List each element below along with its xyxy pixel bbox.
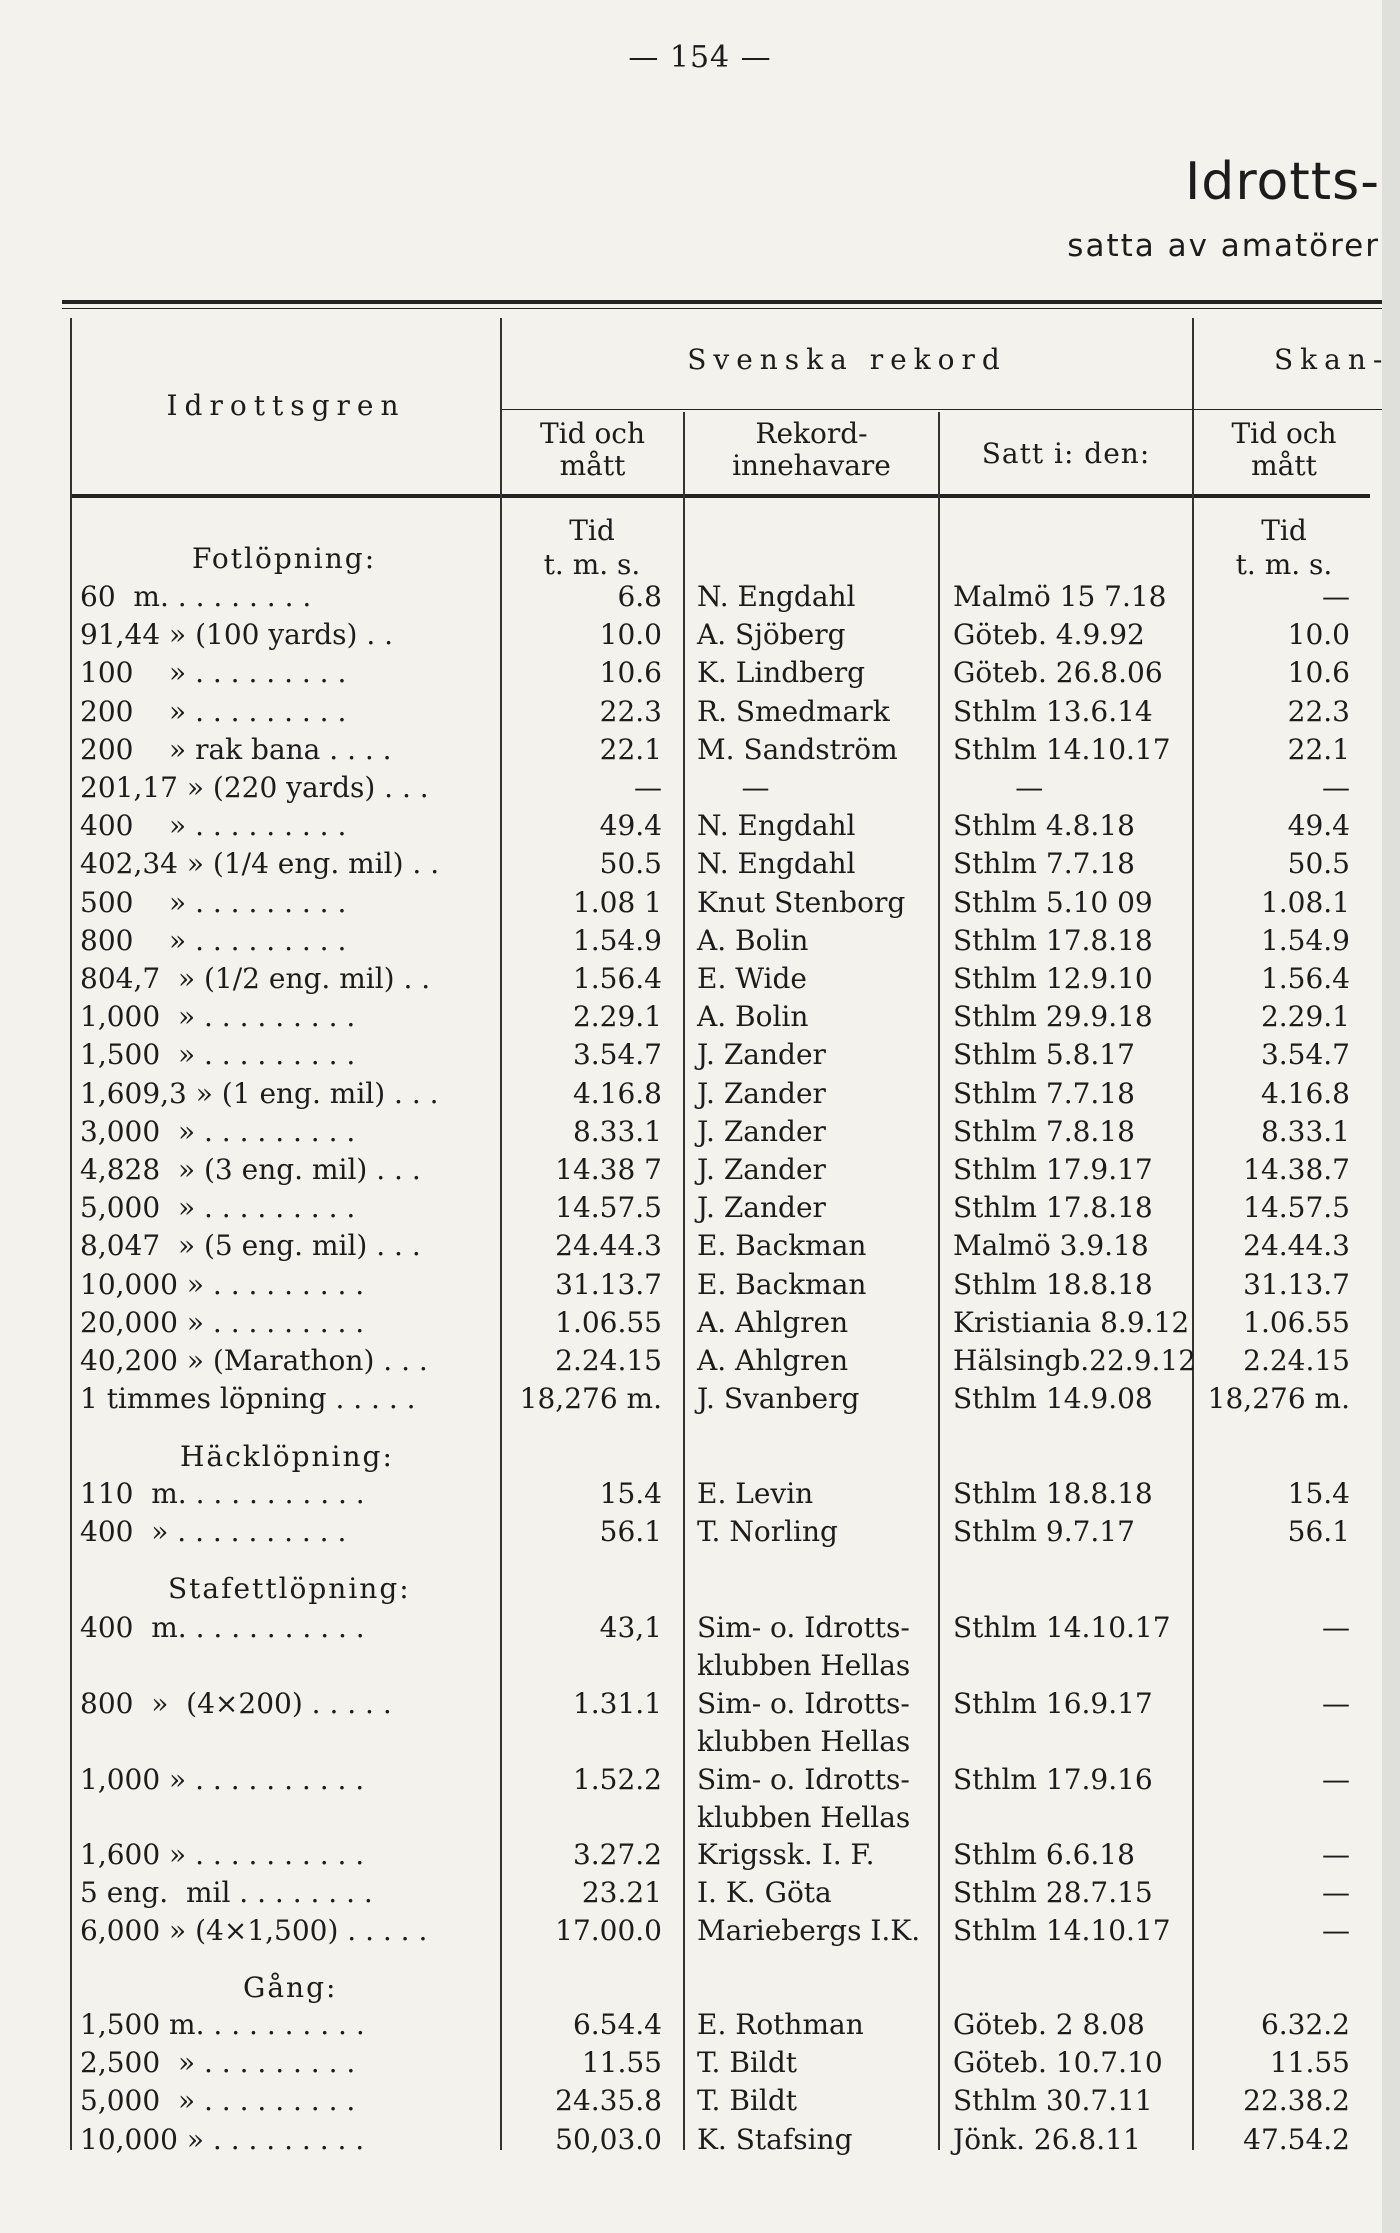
time-cell: 50.5: [599, 847, 662, 881]
scandinavian-cell: 56.1: [1287, 1515, 1350, 1549]
place-date-cell: Sthlm 29.9.18: [953, 1000, 1153, 1034]
time-cell: 2.29.1: [572, 1000, 662, 1034]
event-cell: 1,000 » . . . . . . . . .: [80, 1000, 356, 1034]
table-row: [0, 884, 1382, 922]
holder-cell: A. Ahlgren: [697, 1305, 849, 1339]
table-row: [0, 1151, 1382, 1189]
scandinavian-cell: 22.38.2: [1243, 2084, 1350, 2118]
scandinavian-cell: —: [1322, 1763, 1350, 1796]
header-holder: Rekord- innehavare: [732, 417, 891, 482]
place-date-cell: Sthlm 17.8.18: [953, 923, 1153, 957]
event-cell: 1,000 » . . . . . . . . . .: [80, 1763, 365, 1796]
page-subtitle: satta av amatörer: [1067, 228, 1380, 264]
place-date-cell: Sthlm 9.7.17: [953, 1515, 1135, 1549]
time-cell: 24.44.3: [555, 1229, 662, 1263]
table-row: [0, 1342, 1382, 1380]
table-row: [0, 578, 1382, 616]
scandinavian-cell: 24.44.3: [1243, 1229, 1350, 1263]
time-cell: 8.33.1: [572, 1114, 662, 1148]
holder-cell: K. Lindberg: [697, 656, 866, 690]
holder-cell: J. Zander: [697, 1038, 826, 1072]
place-date-cell: Malmö 15 7.18: [953, 580, 1167, 613]
scandinavian-cell: 11.55: [1269, 2046, 1350, 2080]
place-date-cell: Hälsingb.22.9.12: [953, 1344, 1197, 1377]
place-date-cell: Malmö 3.9.18: [953, 1229, 1149, 1263]
event-cell: 20,000 » . . . . . . . . .: [80, 1305, 365, 1339]
place-date-cell: Sthlm 17.8.18: [953, 1191, 1153, 1225]
event-cell: 4,828 » (3 eng. mil) . . .: [80, 1153, 421, 1186]
holder-cell: J. Svanberg: [697, 1382, 860, 1416]
place-date-cell: Sthlm 6.6.18: [953, 1838, 1135, 1871]
table-row: [0, 1075, 1382, 1113]
holder-cell-line2: klubben Hellas: [697, 1801, 911, 1834]
scandinavian-cell: 4.16.8: [1260, 1076, 1350, 1110]
table-row: [0, 1685, 1382, 1723]
place-date-cell: Sthlm 17.9.17: [953, 1153, 1153, 1186]
header-bottom-rule: [72, 494, 1370, 498]
place-date-cell: Sthlm 18.8.18: [953, 1477, 1153, 1510]
event-cell: 400 » . . . . . . . . .: [80, 809, 347, 843]
time-cell: 2.24.15: [555, 1344, 662, 1377]
place-date-cell: Göteb. 26.8.06: [953, 656, 1163, 690]
section-relay: Stafettlöpning:: [168, 1572, 411, 1605]
table-row: [0, 1113, 1382, 1151]
table-row: [0, 1912, 1382, 1950]
table-row: [0, 1874, 1382, 1912]
time-cell: 3.27.2: [572, 1838, 662, 1871]
holder-cell: Krigssk. I. F.: [697, 1838, 875, 1871]
holder-cell: R. Smedmark: [697, 694, 890, 728]
time-cell: 4.16.8: [572, 1076, 662, 1110]
time-cell: 1.56.4: [572, 962, 662, 995]
time-cell: 3.54.7: [572, 1038, 662, 1072]
header-scan-time: Tid och mått: [1231, 417, 1337, 482]
place-date-cell: Sthlm 4.8.18: [953, 809, 1135, 843]
event-cell: 200 » rak bana . . . .: [80, 732, 392, 766]
event-cell: 400 m. . . . . . . . . . .: [80, 1611, 365, 1644]
event-cell: 1,600 » . . . . . . . . . .: [80, 1838, 365, 1871]
place-date-cell: Sthlm 5.10 09: [953, 885, 1153, 919]
scandinavian-cell: 1.56.4: [1260, 962, 1350, 995]
event-cell: 1,609,3 » (1 eng. mil) . . .: [80, 1076, 439, 1110]
time-cell: 1.06.55: [555, 1305, 662, 1339]
holder-cell-line2: klubben Hellas: [697, 1725, 911, 1758]
holder-cell: T. Norling: [697, 1515, 838, 1549]
unit-label-scan: Tid t. m. s.: [1235, 514, 1333, 581]
table-row: [0, 2006, 1382, 2044]
holder-cell: I. K. Göta: [697, 1876, 832, 1910]
time-cell: 22.1: [599, 732, 662, 766]
holder-cell: Knut Stenborg: [697, 885, 906, 919]
table-row: [0, 1189, 1382, 1227]
place-date-cell: Sthlm 14.10.17: [953, 732, 1171, 766]
table-row: [0, 654, 1382, 692]
place-date-cell: Göteb. 10.7.10: [953, 2046, 1163, 2080]
event-cell: 8,047 » (5 eng. mil) . . .: [80, 1229, 421, 1263]
section-hurdles: Häcklöpning:: [180, 1440, 394, 1473]
scandinavian-cell: 10.6: [1287, 656, 1350, 690]
holder-cell: Sim- o. Idrotts-: [697, 1611, 910, 1644]
table-row: [0, 1036, 1382, 1074]
time-cell: 17.00.0: [555, 1914, 662, 1948]
scandinavian-cell: 49.4: [1287, 809, 1350, 843]
scandinavian-cell: 50.5: [1287, 847, 1350, 881]
table-row: [0, 998, 1382, 1036]
place-date-cell: Sthlm 28.7.15: [953, 1876, 1153, 1910]
event-cell: 10,000 » . . . . . . . . .: [80, 1267, 365, 1301]
place-date-cell: —: [953, 771, 1044, 804]
scandinavian-cell: 1.06.55: [1243, 1305, 1350, 1339]
scandinavian-cell: 14.57.5: [1243, 1191, 1350, 1225]
scandinavian-cell: 47.54.2: [1243, 2122, 1350, 2156]
section-running: Fotlöpning:: [192, 542, 377, 575]
time-cell: 43,1: [599, 1611, 662, 1644]
time-cell: 14.57.5: [555, 1191, 662, 1225]
event-cell: 60 m. . . . . . . . .: [80, 580, 312, 613]
holder-cell: E. Wide: [697, 962, 807, 995]
table-row: [0, 1475, 1382, 1513]
header-swedish-records: Svenska rekord: [687, 343, 1007, 376]
place-date-cell: Sthlm 12.9.10: [953, 962, 1153, 995]
table-row: [0, 2121, 1382, 2159]
table-row: [0, 1380, 1382, 1418]
place-date-cell: Göteb. 4.9.92: [953, 618, 1145, 652]
place-date-cell: Jönk. 26.8.11: [953, 2122, 1141, 2156]
holder-cell: N. Engdahl: [697, 809, 856, 843]
scandinavian-cell: 22.3: [1287, 694, 1350, 728]
holder-cell: E. Levin: [697, 1477, 814, 1510]
place-date-cell: Sthlm 17.9.16: [953, 1763, 1153, 1796]
holder-cell: M. Sandström: [697, 732, 898, 766]
time-cell: —: [634, 771, 662, 804]
scandinavian-cell: 10.0: [1287, 618, 1350, 652]
scandinavian-cell: 14.38.7: [1243, 1153, 1350, 1186]
time-cell: 1.31.1: [572, 1687, 662, 1720]
event-cell: 5 eng. mil . . . . . . . .: [80, 1876, 373, 1910]
place-date-cell: Sthlm 7.8.18: [953, 1114, 1135, 1148]
place-date-cell: Kristiania 8.9.12: [953, 1305, 1190, 1339]
scandinavian-cell: 2.24.15: [1243, 1344, 1350, 1377]
time-cell: 1.54.9: [572, 923, 662, 957]
time-cell: 23.21: [581, 1876, 662, 1910]
page-number: — 154 —: [628, 40, 772, 75]
time-cell: 10.6: [599, 656, 662, 690]
header-scandinavian: Skan-: [1274, 343, 1390, 376]
time-cell: 31.13.7: [555, 1267, 662, 1301]
scandinavian-cell: 31.13.7: [1243, 1267, 1350, 1301]
page-edge: [1382, 0, 1400, 2233]
holder-cell: T. Bildt: [697, 2046, 798, 2080]
place-date-cell: Sthlm 14.9.08: [953, 1382, 1153, 1416]
table-row: [0, 922, 1382, 960]
place-date-cell: Sthlm 18.8.18: [953, 1267, 1153, 1301]
holder-cell: J. Zander: [697, 1153, 826, 1186]
table-top-rule: [62, 300, 1382, 304]
event-cell: 201,17 » (220 yards) . . .: [80, 771, 429, 804]
holder-cell: N. Engdahl: [697, 847, 856, 881]
holder-cell: J. Zander: [697, 1191, 826, 1225]
time-cell: 1.52.2: [572, 1763, 662, 1796]
scandinavian-cell: 1.08.1: [1260, 885, 1350, 919]
table-row: [0, 616, 1382, 654]
holder-cell: J. Zander: [697, 1114, 826, 1148]
time-cell: 22.3: [599, 694, 662, 728]
event-cell: 402,34 » (1/4 eng. mil) . .: [80, 847, 440, 881]
event-cell: 500 » . . . . . . . . .: [80, 885, 347, 919]
scandinavian-cell: 8.33.1: [1260, 1114, 1350, 1148]
holder-cell: J. Zander: [697, 1076, 826, 1110]
scandinavian-cell: 3.54.7: [1260, 1038, 1350, 1072]
event-cell: 110 m. . . . . . . . . . .: [80, 1477, 365, 1510]
time-cell: 49.4: [599, 809, 662, 843]
event-cell: 91,44 » (100 yards) . .: [80, 618, 394, 652]
event-cell: 1 timmes löpning . . . . .: [80, 1382, 416, 1416]
scandinavian-cell: —: [1322, 1687, 1350, 1720]
holder-cell: E. Rothman: [697, 2008, 864, 2041]
event-cell: 1,500 m. . . . . . . . . .: [80, 2008, 365, 2041]
holder-cell: E. Backman: [697, 1267, 867, 1301]
event-cell: 2,500 » . . . . . . . . .: [80, 2046, 356, 2080]
scandinavian-cell: —: [1322, 1876, 1350, 1910]
event-cell: 6,000 » (4×1,500) . . . . .: [80, 1914, 428, 1948]
time-cell: 6.54.4: [572, 2008, 662, 2041]
event-cell: 800 » . . . . . . . . .: [80, 923, 347, 957]
holder-cell: Sim- o. Idrotts-: [697, 1763, 910, 1796]
holder-cell: N. Engdahl: [697, 580, 856, 613]
event-cell: 100 » . . . . . . . . .: [80, 656, 347, 690]
place-date-cell: Sthlm 5.8.17: [953, 1038, 1135, 1072]
event-cell: 3,000 » . . . . . . . . .: [80, 1114, 356, 1148]
table-row: [0, 1304, 1382, 1342]
holder-cell: A. Ahlgren: [697, 1344, 849, 1377]
place-date-cell: Sthlm 16.9.17: [953, 1687, 1153, 1720]
scandinavian-cell: —: [1322, 771, 1350, 804]
event-cell: 10,000 » . . . . . . . . .: [80, 2122, 365, 2156]
event-cell: 804,7 » (1/2 eng. mil) . .: [80, 962, 431, 995]
scandinavian-cell: —: [1322, 1914, 1350, 1948]
event-cell: 5,000 » . . . . . . . . .: [80, 2084, 356, 2118]
table-row: [0, 1609, 1382, 1647]
table-row: [0, 2082, 1382, 2120]
scandinavian-cell: —: [1322, 1611, 1350, 1644]
table-row: [0, 1227, 1382, 1265]
time-cell: 56.1: [599, 1515, 662, 1549]
time-cell: 15.4: [599, 1477, 662, 1510]
holder-cell: Mariebergs I.K.: [697, 1914, 921, 1948]
holder-cell: K. Stafsing: [697, 2122, 853, 2156]
time-cell: 18,276 m.: [519, 1382, 662, 1416]
table-row: [0, 807, 1382, 845]
table-row: [0, 2044, 1382, 2082]
event-cell: 40,200 » (Marathon) . . .: [80, 1344, 428, 1377]
table-row: [0, 693, 1382, 731]
unit-label-swedish: Tid t. m. s.: [543, 514, 641, 581]
place-date-cell: Göteb. 2 8.08: [953, 2008, 1145, 2041]
table-row: [0, 845, 1382, 883]
place-date-cell: Sthlm 30.7.11: [953, 2084, 1153, 2118]
header-group-rule: [500, 409, 1382, 410]
scandinavian-cell: —: [1322, 580, 1350, 613]
event-cell: 200 » . . . . . . . . .: [80, 694, 347, 728]
time-cell: 24.35.8: [555, 2084, 662, 2118]
table-row: [0, 731, 1382, 769]
header-time: Tid och mått: [539, 417, 646, 482]
table-row: [0, 1761, 1382, 1799]
section-walking: Gång:: [243, 1971, 338, 2004]
place-date-cell: Sthlm 14.10.17: [953, 1611, 1171, 1644]
scandinavian-cell: 1.54.9: [1260, 923, 1350, 957]
time-cell: 14.38 7: [555, 1153, 662, 1186]
table-row: [0, 1266, 1382, 1304]
event-cell: 5,000 » . . . . . . . . .: [80, 1191, 356, 1225]
table-top-rule-thin: [62, 308, 1382, 309]
holder-cell: A. Bolin: [697, 923, 809, 957]
page-title: Idrotts-: [1184, 152, 1380, 212]
header-set: Satt i: den:: [981, 437, 1151, 470]
scandinavian-cell: —: [1322, 1838, 1350, 1871]
scandinavian-cell: 2.29.1: [1260, 1000, 1350, 1034]
table-row: [0, 1513, 1382, 1551]
holder-cell: E. Backman: [697, 1229, 867, 1263]
holder-cell: A. Bolin: [697, 1000, 809, 1034]
event-cell: 400 » . . . . . . . . . .: [80, 1515, 347, 1549]
time-cell: 6.8: [617, 580, 662, 613]
holder-cell: A. Sjöberg: [697, 618, 846, 652]
holder-cell: T. Bildt: [697, 2084, 798, 2118]
place-date-cell: Sthlm 13.6.14: [953, 694, 1153, 728]
event-cell: 800 » (4×200) . . . . .: [80, 1687, 392, 1720]
table-row: [0, 960, 1382, 998]
scandinavian-cell: 6.32.2: [1260, 2008, 1350, 2041]
event-cell: 1,500 » . . . . . . . . .: [80, 1038, 356, 1072]
time-cell: 50,03.0: [555, 2122, 662, 2156]
header-event: Idrottsgren: [166, 389, 406, 422]
place-date-cell: Sthlm 14.10.17: [953, 1914, 1171, 1948]
holder-cell: Sim- o. Idrotts-: [697, 1687, 910, 1720]
time-cell: 11.55: [581, 2046, 662, 2080]
holder-cell-line2: klubben Hellas: [697, 1649, 911, 1682]
scandinavian-cell: 15.4: [1287, 1477, 1350, 1510]
holder-cell: —: [697, 771, 770, 804]
scandinavian-cell: 22.1: [1287, 732, 1350, 766]
place-date-cell: Sthlm 7.7.18: [953, 1076, 1135, 1110]
scandinavian-cell: 18,276 m.: [1207, 1382, 1350, 1416]
time-cell: 10.0: [599, 618, 662, 652]
table-row: [0, 769, 1382, 807]
time-cell: 1.08 1: [572, 885, 662, 919]
place-date-cell: Sthlm 7.7.18: [953, 847, 1135, 881]
table-row: [0, 1836, 1382, 1874]
